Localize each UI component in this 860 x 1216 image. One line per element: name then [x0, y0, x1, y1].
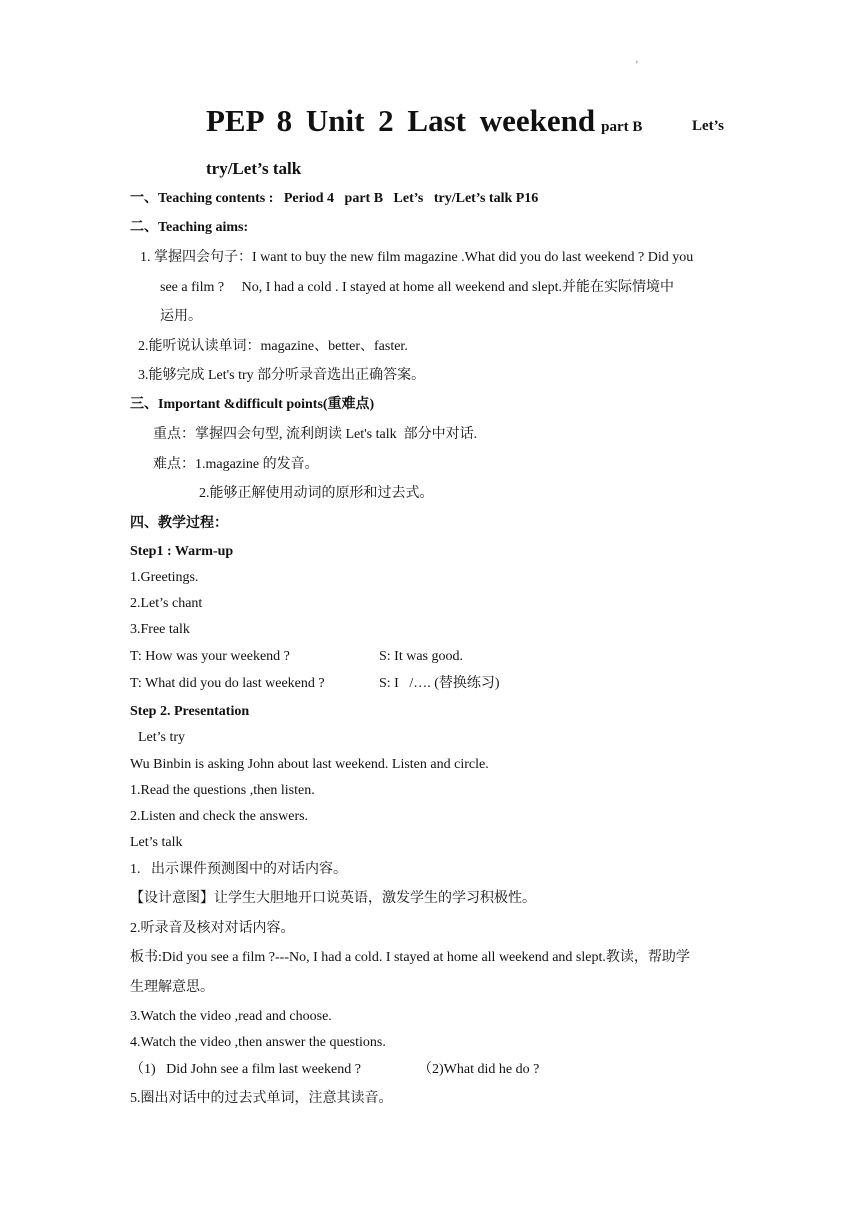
difficult-point-1: 难点：1.magazine 的发音。: [153, 457, 319, 472]
board-writing: 板书:Did you see a film ?---No, I had a cold. I stayed at home all weekend and slept.教读，帮助学: [130, 950, 690, 965]
lets-try-heading: Let’s try: [138, 730, 186, 745]
title-right: Let’s: [692, 118, 724, 134]
aim-1-continued: see a film ? No, I had a cold . I stayed at home all weekend and slept.并能在实际情境中: [160, 280, 674, 295]
section-teaching-process: 四、教学过程：: [130, 516, 228, 531]
dialogue-student-1: S: It was good.: [379, 649, 463, 664]
title-continuation: try/Let’s talk: [206, 159, 302, 178]
key-point: 重点：掌握四会句型, 流利朗读 Let's talk 部分中对话.: [153, 427, 478, 442]
step-1-item-3: 3.Free talk: [130, 622, 190, 637]
lets-talk-item-3: 3.Watch the video ,read and choose.: [130, 1009, 332, 1024]
section-key-points: 三、Important &difficult points(重难点): [130, 397, 375, 412]
dialogue-teacher-1: T: How was your weekend ?: [130, 649, 290, 664]
aim-1-end: 运用。: [160, 309, 202, 324]
dialogue-teacher-2: T: What did you do last weekend ?: [130, 676, 325, 691]
lets-try-item-2: 2.Listen and check the answers.: [130, 809, 309, 824]
document-title: [206, 103, 642, 139]
lets-talk-item-4: 4.Watch the video ,then answer the questions.: [130, 1035, 386, 1050]
step-1-item-1: 1.Greetings.: [130, 570, 199, 585]
section-teaching-aims: 二、Teaching aims:: [130, 220, 249, 235]
step-1-heading: Step1 : Warm-up: [130, 544, 234, 559]
lets-talk-item-5: 5.圈出对话中的过去式单词，注意其读音。: [130, 1091, 393, 1106]
aim-2: 2.能听说认读单词：magazine、better、faster.: [138, 339, 408, 354]
aim-1: 1. 掌握四会句子：I want to buy the new film magazine .What did you do last weekend ? Did you: [140, 250, 694, 265]
design-intent: 【设计意图】让学生大胆地开口说英语，激发学生的学习积极性。: [130, 891, 536, 906]
section-teaching-contents: 一、Teaching contents : Period 4 part B Let’s try/Let’s talk P16: [130, 191, 539, 206]
difficult-point-2: 2.能够正解使用动词的原形和过去式。: [199, 486, 434, 501]
title-main: PEP 8 Unit 2 Last weekend: [206, 103, 596, 138]
lets-talk-item-2: 2.听录音及核对对话内容。: [130, 921, 295, 936]
dialogue-student-2: S: I /…. (替换练习): [379, 676, 500, 691]
corner-mark: ': [636, 60, 638, 71]
board-writing-continued: 生理解意思。: [130, 980, 214, 995]
question-1: （1) Did John see a film last weekend ?: [130, 1062, 361, 1077]
lets-talk-item-1: 1. 出示课件预测图中的对话内容。: [130, 862, 347, 877]
lets-talk-heading: Let’s talk: [130, 835, 183, 850]
step-1-item-2: 2.Let’s chant: [130, 596, 203, 611]
question-2: （2)What did he do ?: [418, 1062, 540, 1077]
step-2-heading: Step 2. Presentation: [130, 704, 250, 719]
lets-try-instruction: Wu Binbin is asking John about last weekend. Listen and circle.: [130, 757, 489, 772]
lets-try-item-1: 1.Read the questions ,then listen.: [130, 783, 315, 798]
title-part: part B: [601, 119, 643, 135]
aim-3: 3.能够完成 Let's try 部分听录音选出正确答案。: [138, 368, 426, 383]
